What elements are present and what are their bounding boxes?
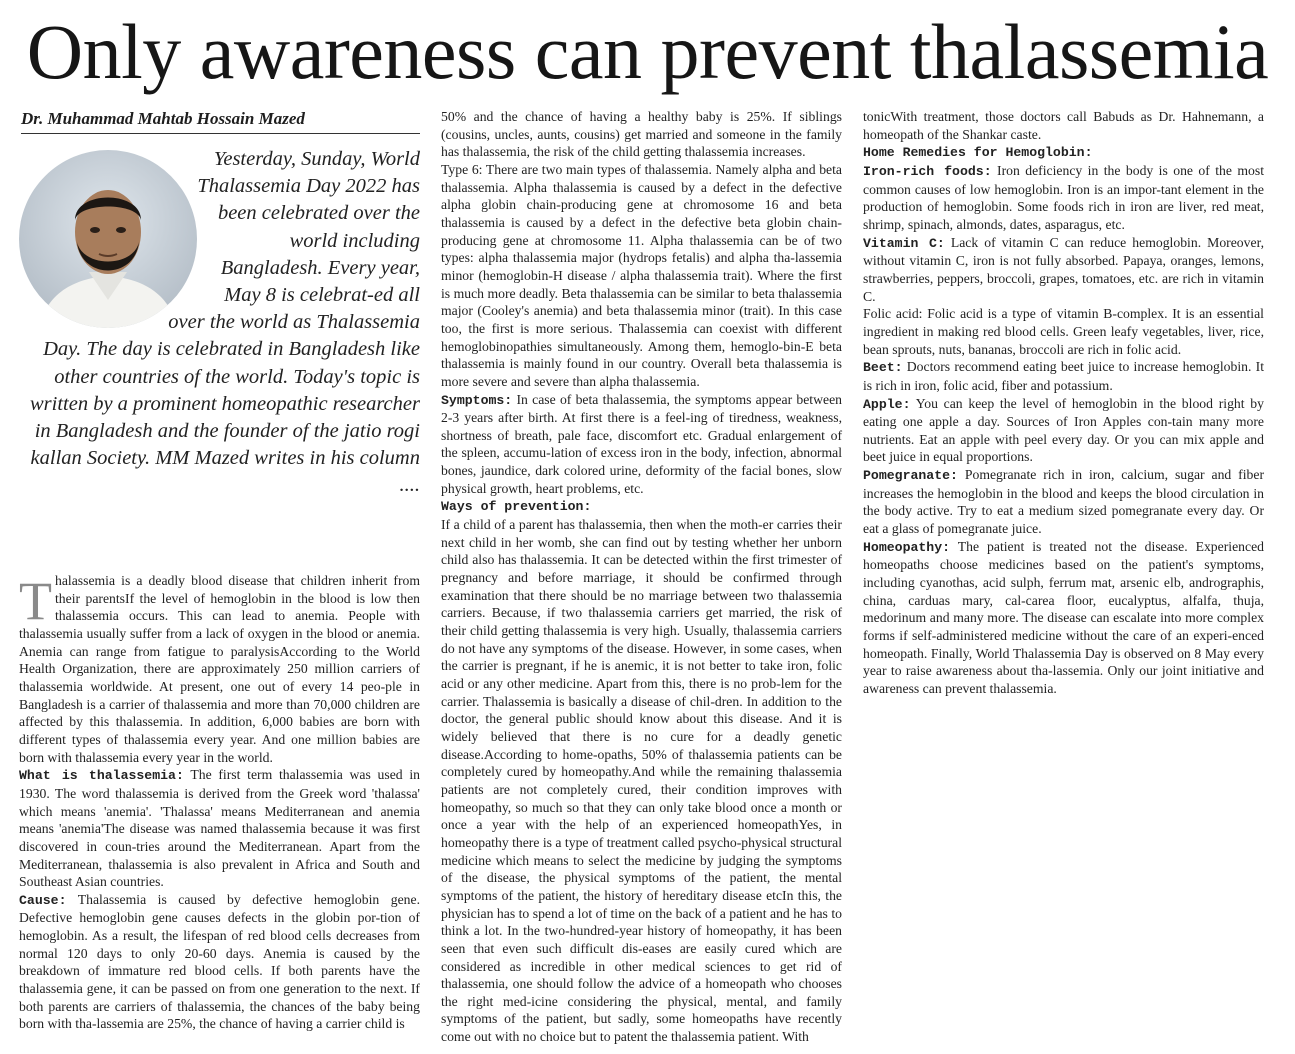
paragraph-iron-text: Iron deficiency in the body is one of the most common causes of low hemoglobin. Iron is an impor-tant element in the production of hemoglobin. Some foods rich in iron are liver, red meat, shrimp, spinach, almonds, dates, asparagus, etc. (863, 162, 1264, 232)
paragraph-1-text: halassemia is a deadly blood disease that children inherit from their parentsIf the level of hemoglobin in the blood is low then thalassemia occurs. This can lead to anemia. People with thalassemia usually suffer from a lack of oxygen in the blood or anemia. Anemia can range from fatigue to paralysisAccording to the World Health Organization, there are approximately 250 million carriers of thalassemia worldwide. At present, one out of every 14 peo-ple in Bangladesh is a carrier of thalassemia and more than 70,000 children are affected by this thalassemia. In addition, 6,000 babies are born with different types of thalassemia every year. And one million babies are born with thalassemia every year in the world. (19, 573, 420, 765)
paragraph-apple-heading: Apple: (863, 396, 911, 412)
paragraph-cause-continued: 50% and the chance of having a healthy baby is 25%. If siblings (cousins, uncles, aunts, cousins) get married and someone in the family has thalassemia, the risk of the child getting thalassemia increases. (441, 109, 842, 160)
paragraph-symptoms-heading: Symptoms: (441, 392, 513, 408)
paragraph-iron (863, 162, 1264, 234)
paragraph-folic-text: Folic acid: Folic acid is a type of vitamin B-complex. It is an essential ingredient in making red blood cells. Green leafy vegetables, liver, rice, bean sprouts, nuts, bananas, broccoli are rich in folic acid. (863, 306, 1264, 357)
author-portrait-illustration (19, 150, 197, 328)
paragraph-beet-text: Doctors recommend eating beet juice to increase hemoglobin. It is rich in iron, folic acid, fiber and potassium. (863, 359, 1264, 393)
paragraph-type-text: Type 6: There are two main types of thalassemia. Namely alpha and beta thalassemia. Alpha thalassemia is caused by a defect in the defective alpha globin chain-producing gene at chromosome 16 and beta thalassemia is caused by a defect in the defective beta globin chain-producing gene at chromosome 11. Alpha thalassemia can be of two types: alpha thalassemia major (hydrops fetalis) and alpha tha-lassemia minor (hemoglobin-H disease / alpha thalassemia trait). Where the first is much more deadly. Beta thalassemia can be similar to beta thalassemia major (Cooley's anemia) and beta thalassemia minor (trait). In this case too, the first is more serious. Thalassemia can coexist with different hemoglobinopathies simultaneously. Among them, hemoglo-bin-E beta thalassemia is mainly found in our country. Overall beta thalassemia is more severe and severe than alpha thalassemia. (441, 161, 842, 389)
paragraph-symptoms-text: In case of beta thalassemia, the symptoms appear between 2-3 years after birth. At first there is a feel-ing of tiredness, weakness, shortness of breath, pale face, discomfort etc. Gradual enlargement of the spleen, accumu-lation of excess iron in the body, infection, abnormal bones, jaundice, dark colored urine, deformity of the facial bones, slow physical growth, heart problems, etc. (441, 391, 842, 496)
text-cause: Thalassemia is caused by defective hemoglobin gene. Defective hemoglobin gene causes defects in the globin por-tion of hemoglobin. As a result, the lifespan of red blood cells decreases from normal 120 days to only 20-60 days. Anemia is caused by the breakdown of immature red blood cells. If both parents have the thalassemia gene, it can be passed on from one generation to the next. If both parents are carriers of thalassemia, the chances of the baby being born with tha-lassemia are 25%, the chance of having a carrier child is (19, 891, 420, 1032)
paragraph-homeopathy (863, 538, 1264, 698)
paragraph-folic (863, 305, 1264, 358)
column-3 (863, 108, 1264, 698)
paragraph-type (441, 161, 842, 391)
paragraph-pomegranate (863, 466, 1264, 538)
paragraph-iron-heading: Iron-rich foods: (863, 163, 992, 179)
byline: Dr. Muhammad Mahtab Hossain Mazed (21, 108, 420, 134)
intro-text: Yesterday, Sunday, World Thalassemia Day 2022 has been celebrated over the world including Bangladesh. Every year, May 8 is celebrat-ed all over the world as Thalassemia Day. The day is celebrated in Bangladesh like other countries of the world. Today's topic is written by a prominent homeopathic researcher in Bangladesh and the founder of the jatio rogi kallan Society. MM Mazed writes in his column .... (29, 148, 420, 497)
paragraph-cause (19, 891, 420, 1033)
paragraph-prevention-continued: tonicWith treatment, those doctors call Babuds as Dr. Hahnemann, a homeopath of the Shankar caste. (863, 109, 1264, 142)
heading-cause: Cause: (19, 892, 67, 908)
paragraph-vitamin-c-heading: Vitamin C: (863, 235, 945, 251)
heading-home-remedies: Home Remedies for Hemoglobin: (863, 145, 1093, 161)
paragraph-apple-text: You can keep the level of hemoglobin in the blood right by eating one apple a day. Sources of Iron Apples con-tain many more nutrients. Eat an apple with peel every day. Or you can mix apple and beet juice in equal proportions. (863, 395, 1264, 465)
paragraph-pomegranate-heading: Pomegranate: (863, 468, 958, 484)
paragraph-apple (863, 395, 1264, 467)
headline: Only awareness can prevent thalassemia (26, 8, 1269, 95)
paragraph-homeopathy-heading: Homeopathy: (863, 539, 951, 555)
text-what-is-thalassemia: The first term thalassemia was used in 1930. The word thalassemia is derived from the Greek word 'thalassa' which means 'anemia'. 'Thalassa' means Mediterranean and anemia means 'anemia'The disease was named thalassemia because it was first discovered in coun-tries around the Mediterranean. Apart from the Mediterranean, thalassemia is also prevalent in Africa and South and Southeast Asian countries. (19, 767, 420, 890)
intro-box (19, 140, 420, 572)
paragraph-prevention-heading (441, 497, 842, 516)
paragraph-prevention (441, 516, 842, 1046)
paragraph-remedies-heading (863, 143, 1264, 162)
paragraph-beet (863, 358, 1264, 394)
paragraph-vitamin-c-text: Lack of vitamin C can reduce hemoglobin. Moreover, without vitamin C, iron is not fully absorbed. Papaya, oranges, lemons, strawberries, peppers, broccoli, grapes, tomatoes, etc. are rich in vitamin C. (863, 234, 1265, 304)
author-photo (19, 150, 197, 328)
drop-cap: T (19, 571, 52, 631)
paragraph-beet-heading: Beet: (863, 360, 903, 376)
paragraph-prevention-heading-text: Ways of prevention: (441, 499, 592, 515)
paragraph-vitamin-c (863, 234, 1264, 306)
paragraph-symptoms (441, 391, 842, 498)
heading-what-is-thalassemia: What is thalassemia: (19, 768, 184, 784)
paragraph-what (19, 766, 420, 891)
paragraph-intro (19, 572, 420, 766)
column-2 (441, 108, 842, 1046)
paragraph-prevention-text: If a child of a parent has thalassemia, then when the moth-er carries their next child in her womb, she can find out by testing whether her unborn child also has thalassemia. It can be detected within the first trimester of pregnancy and before marriage, it should be confirmed through examination that there should be no marriage between two thalassemia carriers. Because, if two thalassemia carriers get married, the risk of their child getting thalassemia is very high. Usually, thalassemia carriers do not have any symptoms of the disease. However, in some cases, when the carrier is pregnant, if he is anemic, it is not better to take iron, folic acid or any other medicine. Apart from this, there is no prob-lem for the carrier. Thalassemia is basically a disease of chil-dren. In addition to the doctor, the general public should know about this disease. And it is widely believed that there is no cure for a deadly genetic disease.According to home-opaths, 50% of thalassemia patients can be completely cured by homeopathy.And while the remaining thalassemia patients are not completely cured, their condition improves with homeopathy, so much so that they can only take blood once a month or once a year with the help of an experienced homeopathYes, in homeopathy there is a type of treatment called psycho-physical structural medicine which means to select the medicine by judging the symptoms of the disease, the physical symptoms of the patient, the mental symptoms of the patient, the history of hereditary disease etcIn this, the physician has to spend a lot of time on the back of a patient and he has to think a lot. In the two-hundred-year history of homeopathy, it has been seen that even such difficult dis-eases are easily cured which are considered as incredible in other medical sciences to get rid of thalassemia, one should follow the advice of a homeopath who chooses the right med-icine considering the physical, mental, and family symptoms of the patient, but sadly, some homeopaths have recently come out with no choice but to patent the thalassemia patient. With (441, 517, 842, 1045)
column-1 (19, 108, 420, 1033)
paragraph-homeopathy-text: The patient is treated not the disease. Experienced homeopaths choose medicines based on the patient's symptoms, including cyanothas, acid sulph, ferrum mat, arsenic elb, andrographis, china, carduas mary, cal-carea floor, eucalyptus, alfalfa, thuja, medorinum and many more. The disease can escalate into more complex forms if self-administered medicine without the care of an experi-enced homeopath. Finally, World Thalassemia Day is observed on 8 May every year to raise awareness about tha-lassemia. Only our joint initiative and awareness can prevent thalassemia. (863, 538, 1264, 696)
paragraph-pomegranate-text: Pomegranate rich in iron, calcium, sugar and fiber increases the hemoglobin in the blood and keeps the blood circulation in the body active. Try to eat a medium sized pomegranate every day. Or eat a glass of pomegranate juice. (863, 467, 1264, 537)
